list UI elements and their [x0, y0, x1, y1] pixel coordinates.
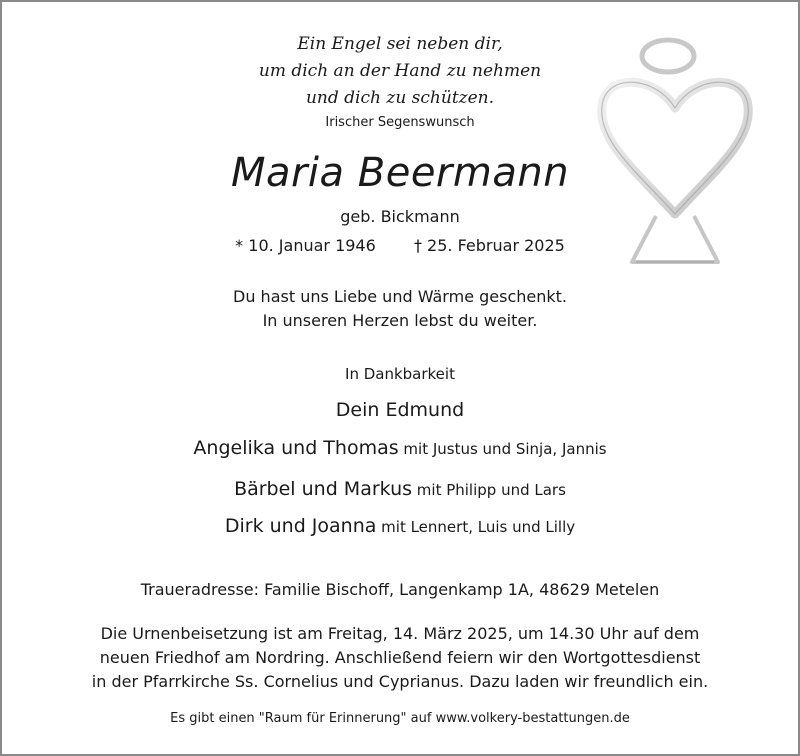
poem-source: Irischer Segenswunsch [325, 115, 475, 130]
family-children: mit Lennert, Luis und Lilly [376, 518, 576, 536]
spouse-name: Dein Edmund [335, 399, 465, 421]
family-children: mit Justus und Sinja, Jannis [398, 440, 607, 458]
family-line [0, 515, 800, 537]
service-line: neuen Friedhof am Nordring. Anschließend feiern wir den Wortgottesdienst [99, 648, 701, 667]
gratitude-label: In Dankbarkeit [345, 365, 455, 383]
tribute-line: In unseren Herzen lebst du weiter. [262, 311, 538, 330]
life-dates [0, 236, 800, 255]
family-line [0, 478, 800, 500]
family-names: Angelika und Thomas [193, 437, 399, 459]
family-children: mit Philipp und Lars [412, 481, 566, 499]
poem-line: Ein Engel sei neben dir, [297, 34, 503, 54]
service-line: in der Pfarrkirche Ss. Cornelius und Cyprianus. Dazu laden wir freundlich ein. [91, 672, 709, 691]
death-date: † 25. Februar 2025 [413, 236, 565, 255]
poem-line: um dich an der Hand zu nehmen [258, 61, 542, 81]
family-line [0, 437, 800, 459]
maiden-name: geb. Bickmann [340, 207, 460, 226]
birth-date: * 10. Januar 1946 [235, 236, 376, 255]
deceased-name: Maria Beermann [230, 150, 570, 196]
family-names: Bärbel und Markus [234, 478, 413, 500]
tribute-line: Du hast uns Liebe und Wärme geschenkt. [233, 287, 567, 306]
family-names: Dirk und Joanna [224, 515, 377, 537]
service-line: Die Urnenbeisetzung ist am Freitag, 14. März 2025, um 14.30 Uhr auf dem [100, 624, 700, 643]
mourning-address: Traueradresse: Familie Bischoff, Langenkamp 1A, 48629 Metelen [140, 580, 660, 599]
memorial-link: Es gibt einen "Raum für Erinnerung" auf www.volkery-bestattungen.de [170, 711, 630, 726]
poem-line: und dich zu schützen. [305, 88, 495, 108]
